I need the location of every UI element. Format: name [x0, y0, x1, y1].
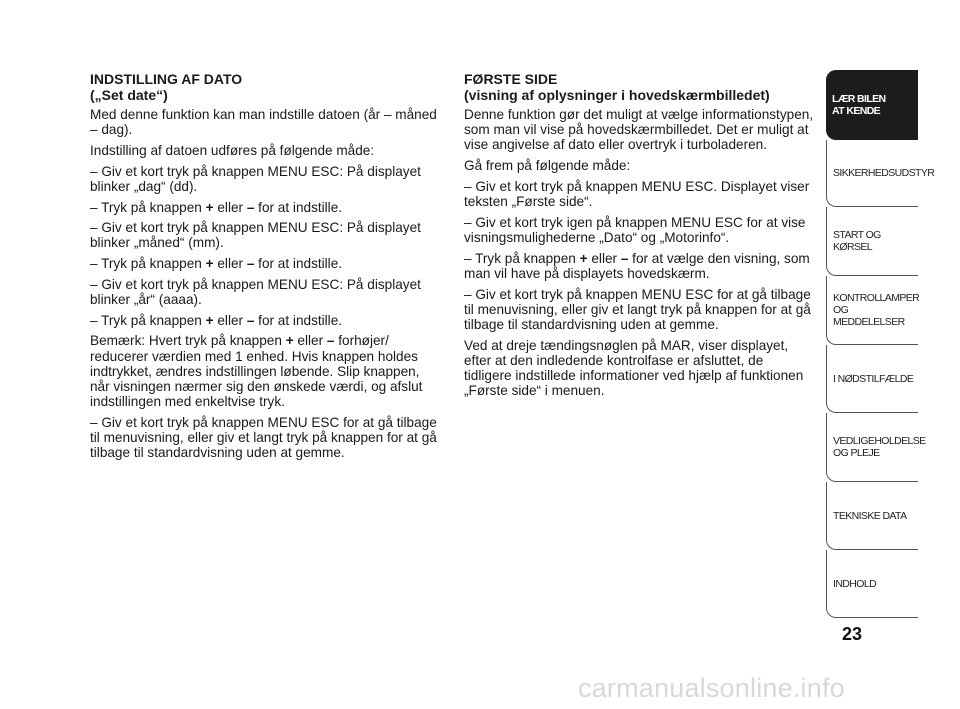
page-number: 23 — [841, 624, 863, 644]
paragraph: Indstilling af datoen udføres på følgende måde: — [90, 142, 375, 158]
paragraph: – Giv et kort tryk på knappen MENU ESC: På displayet blinker „dag“ (dd). — [90, 163, 421, 194]
chapter-sidebar — [826, 70, 935, 618]
paragraph: Ved at dreje tændingsnøglen på MAR, viser displayet, efter at den indledende kontrolfase er afsluttet, de tidligere indstillede informationer ved hjælp af funktionen „Første side“ i menuen. — [464, 337, 804, 399]
paragraph: – Tryk på knappen + eller – for at indstille. — [90, 312, 343, 328]
minus-symbol: – — [246, 199, 255, 215]
sidebar-tab-vedligeholdelse[interactable]: VEDLIGEHOLDELSE OG PLEJE — [826, 413, 918, 482]
minus-symbol: – — [326, 333, 335, 349]
sidebar-tab-sikkerhedsudstyr[interactable]: SIKKERHEDSUDSTYR — [826, 140, 918, 207]
paragraph: – Giv et kort tryk på knappen MENU ESC. Displayet viser teksten „Første side“. — [464, 178, 810, 210]
paragraph: Bemærk: Hvert tryk på knappen + eller – forhøjer/ reducerer værdien med 1 enhed. Hvis knappen holdes indtrykket, ændres indstillingen løbende. Slip knappen, når visningen nærmer sig den ønskede værdi, og afslut indstillingen med enkeltvise tryk. — [90, 333, 423, 410]
sidebar-tab-indhold[interactable]: INDHOLD — [826, 550, 918, 618]
plus-symbol: + — [285, 333, 294, 349]
section-title-date: INDSTILLING AF DATO („Set date“) — [90, 71, 243, 103]
plus-symbol: + — [205, 256, 214, 272]
watermark: carmanualsonline.info — [578, 673, 845, 703]
plus-symbol: + — [579, 250, 588, 266]
sidebar-tab-tekniske-data[interactable]: TEKNISKE DATA — [826, 482, 918, 550]
plus-symbol: + — [205, 199, 214, 215]
minus-symbol: – — [246, 312, 255, 328]
paragraph: Gå frem på følgende måde: — [464, 158, 631, 174]
right-column — [464, 71, 814, 404]
paragraph: – Tryk på knappen + eller – for at vælge den visning, som man vil have på displayets hovedskærm. — [464, 250, 810, 281]
paragraph: – Tryk på knappen + eller – for at indstille. — [90, 199, 343, 215]
sidebar-tab-kontrollamper[interactable]: KONTROLLAMPER OG MEDDELELSER — [826, 276, 918, 345]
sidebar-tab-start-og-korsel[interactable]: START OG KØRSEL — [826, 207, 918, 276]
paragraph: – Giv et kort tryk på knappen MENU ESC: På displayet blinker „år“ (aaaa). — [90, 276, 421, 308]
section-title-first-page: FØRSTE SIDE (visning af oplysninger i hovedskærmbilledet) — [464, 71, 770, 103]
paragraph: – Tryk på knappen + eller – for at indstille. — [90, 256, 343, 272]
minus-symbol: – — [620, 250, 629, 266]
paragraph: Denne funktion gør det muligt at vælge informationstypen, som man vil vise på hovedskærmbilledet. Det er muligt at vise angivelse af dato eller overtryk i turboladeren. — [464, 107, 814, 153]
paragraph: – Giv et kort tryk igen på knappen MENU ESC for at vise visningsmulighederne „Dato“ og „Motorinfo“. — [464, 214, 806, 245]
paragraph: Med denne funktion kan man indstille datoen (år – måned – dag). — [90, 107, 437, 138]
paragraph: – Giv et kort tryk på knappen MENU ESC for at gå tilbage til menuvisning, eller giv et langt tryk på knappen for at gå tilbage til standardvisning uden at gemme. — [464, 286, 811, 332]
paragraph: – Giv et kort tryk på knappen MENU ESC for at gå tilbage til menuvisning, eller giv et langt tryk på knappen for at gå tilbage til standardvisning uden at gemme. — [90, 414, 437, 461]
left-column — [90, 71, 442, 466]
plus-symbol: + — [205, 312, 214, 328]
paragraph: – Giv et kort tryk på knappen MENU ESC: På displayet blinker „måned“ (mm). — [90, 220, 421, 251]
minus-symbol: – — [246, 256, 255, 272]
sidebar-tab-i-nodstilfaelde[interactable]: I NØDSTILFÆLDE — [826, 345, 918, 413]
sidebar-tab-laer-bilen[interactable]: LÆR BILEN AT KENDE — [826, 70, 918, 140]
